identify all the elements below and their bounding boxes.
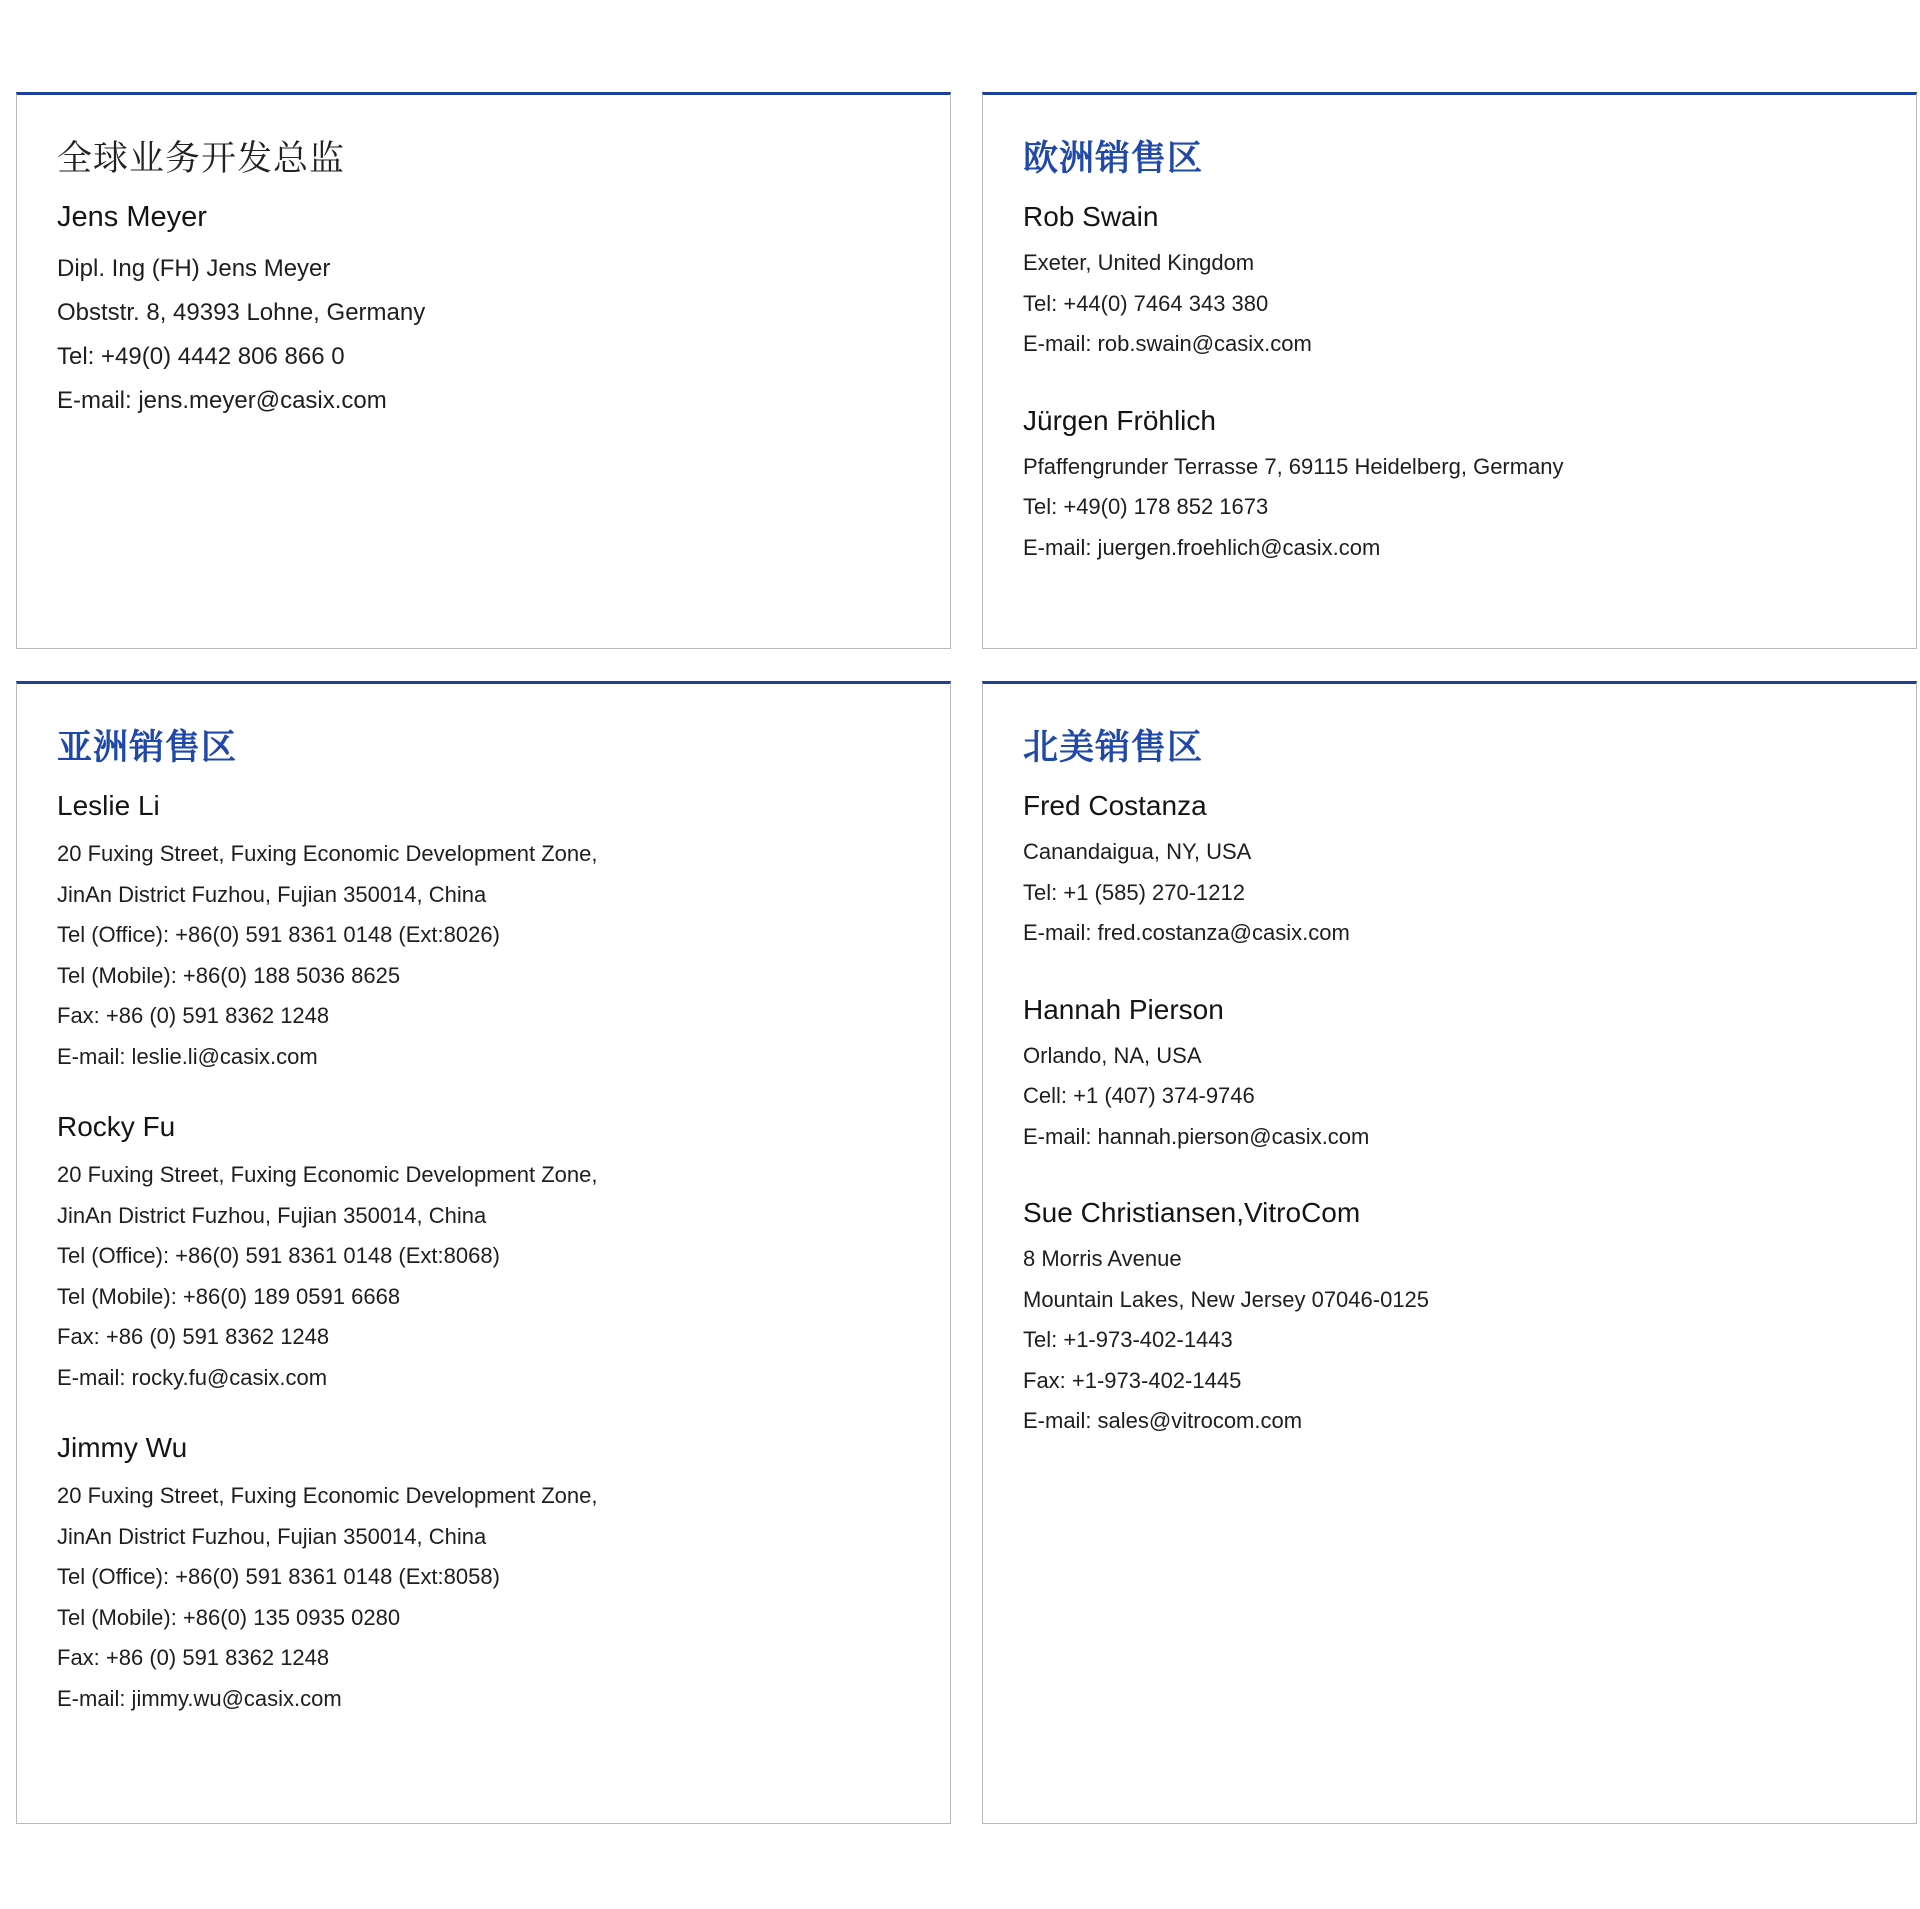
contact-phone: Tel: +1 (585) 270-1212: [1023, 879, 1245, 905]
contact-email: E-mail: jimmy.wu@casix.com: [57, 1685, 342, 1711]
contact-name: Fred Costanza: [1023, 790, 1207, 821]
contact-block: [57, 1111, 950, 1398]
contact-email: E-mail: rocky.fu@casix.com: [57, 1364, 328, 1390]
contact-fax: Fax: +86 (0) 591 8362 1248: [57, 1324, 330, 1349]
contact-block: [1023, 1197, 1916, 1442]
contact-block: [1023, 405, 1916, 569]
contact-block: [1023, 201, 1916, 365]
contact-fax: Fax: +1-973-402-1445: [1023, 1367, 1242, 1393]
contact-address-line-1: 8 Morris Avenue: [1023, 1246, 1182, 1271]
contact-address: Pfaffengrunder Terrasse 7, 69115 Heidelberg, Germany: [1023, 453, 1564, 479]
contact-title-line: Dipl. Ing (FH) Jens Meyer: [57, 255, 331, 282]
contact-address-line-2: JinAn District Fuzhou, Fujian 350014, China: [57, 881, 487, 907]
contact-email: E-mail: rob.swain@casix.com: [1023, 331, 1312, 356]
contact-name: Sue Christiansen,VitroCom: [1023, 1197, 1361, 1228]
contact-address-line-1: 20 Fuxing Street, Fuxing Economic Development Zone,: [57, 1483, 598, 1508]
contact-block: [1023, 994, 1916, 1158]
contact-office-phone: Tel (Office): +86(0) 591 8361 0148 (Ext:8058): [57, 1564, 500, 1589]
card-title: 北美销售区: [1023, 728, 1204, 768]
card-north-america-sales: [982, 681, 1917, 1824]
contact-block: [57, 201, 950, 423]
contact-address: Canandaigua, NY, USA: [1023, 839, 1252, 864]
contact-phone: Tel: +49(0) 4442 806 866 0: [57, 343, 345, 370]
card-global-director: [16, 92, 951, 649]
card-title: 全球业务开发总监: [57, 139, 346, 179]
contact-mobile-phone: Tel (Mobile): +86(0) 189 0591 6668: [57, 1283, 401, 1309]
contact-email: E-mail: hannah.pierson@casix.com: [1023, 1123, 1370, 1149]
contact-name: Rob Swain: [1023, 201, 1159, 232]
contact-phone: Tel: +1-973-402-1443: [1023, 1327, 1233, 1352]
card-europe-sales: [982, 92, 1917, 649]
contact-block: [1023, 790, 1916, 954]
contact-name: Jürgen Fröhlich: [1023, 404, 1216, 436]
contact-name: Jens Meyer: [57, 201, 207, 233]
contact-name: Jimmy Wu: [57, 1432, 188, 1463]
contact-cell-phone: Cell: +1 (407) 374-9746: [1023, 1083, 1255, 1108]
contact-name: Leslie Li: [57, 790, 160, 821]
card-title: 欧洲销售区: [1023, 139, 1204, 179]
contact-mobile-phone: Tel (Mobile): +86(0) 188 5036 8625: [57, 962, 401, 988]
contact-fax: Fax: +86 (0) 591 8362 1248: [57, 1645, 330, 1670]
contact-address: Obststr. 8, 49393 Lohne, Germany: [57, 299, 426, 326]
contact-block: [57, 790, 950, 1077]
contact-email: E-mail: fred.costanza@casix.com: [1023, 920, 1350, 945]
contact-name: Hannah Pierson: [1023, 993, 1224, 1025]
contact-email: E-mail: sales@vitrocom.com: [1023, 1408, 1303, 1433]
contact-email: E-mail: jens.meyer@casix.com: [57, 387, 387, 414]
contact-address: Exeter, United Kingdom: [1023, 250, 1255, 275]
contact-address-line-2: JinAn District Fuzhou, Fujian 350014, China: [57, 1523, 487, 1549]
contact-office-phone: Tel (Office): +86(0) 591 8361 0148 (Ext:8026): [57, 922, 500, 947]
contact-office-phone: Tel (Office): +86(0) 591 8361 0148 (Ext:8068): [57, 1243, 500, 1268]
card-title: 亚洲销售区: [57, 728, 238, 768]
contact-address-line-1: 20 Fuxing Street, Fuxing Economic Development Zone,: [57, 841, 598, 866]
contact-email: E-mail: leslie.li@casix.com: [57, 1043, 318, 1069]
contact-address-line-2: Mountain Lakes, New Jersey 07046-0125: [1023, 1286, 1430, 1312]
contact-name: Rocky Fu: [57, 1111, 176, 1142]
contact-mobile-phone: Tel (Mobile): +86(0) 135 0935 0280: [57, 1604, 401, 1630]
contact-phone: Tel: +44(0) 7464 343 380: [1023, 290, 1269, 316]
contact-email: E-mail: juergen.froehlich@casix.com: [1023, 534, 1381, 560]
contact-address: Orlando, NA, USA: [1023, 1042, 1202, 1068]
contact-address-line-2: JinAn District Fuzhou, Fujian 350014, China: [57, 1202, 487, 1228]
contact-phone: Tel: +49(0) 178 852 1673: [1023, 494, 1269, 519]
contact-block: [57, 1432, 950, 1719]
contact-fax: Fax: +86 (0) 591 8362 1248: [57, 1003, 330, 1028]
card-asia-sales: [16, 681, 951, 1824]
contact-address-line-1: 20 Fuxing Street, Fuxing Economic Development Zone,: [57, 1162, 598, 1187]
